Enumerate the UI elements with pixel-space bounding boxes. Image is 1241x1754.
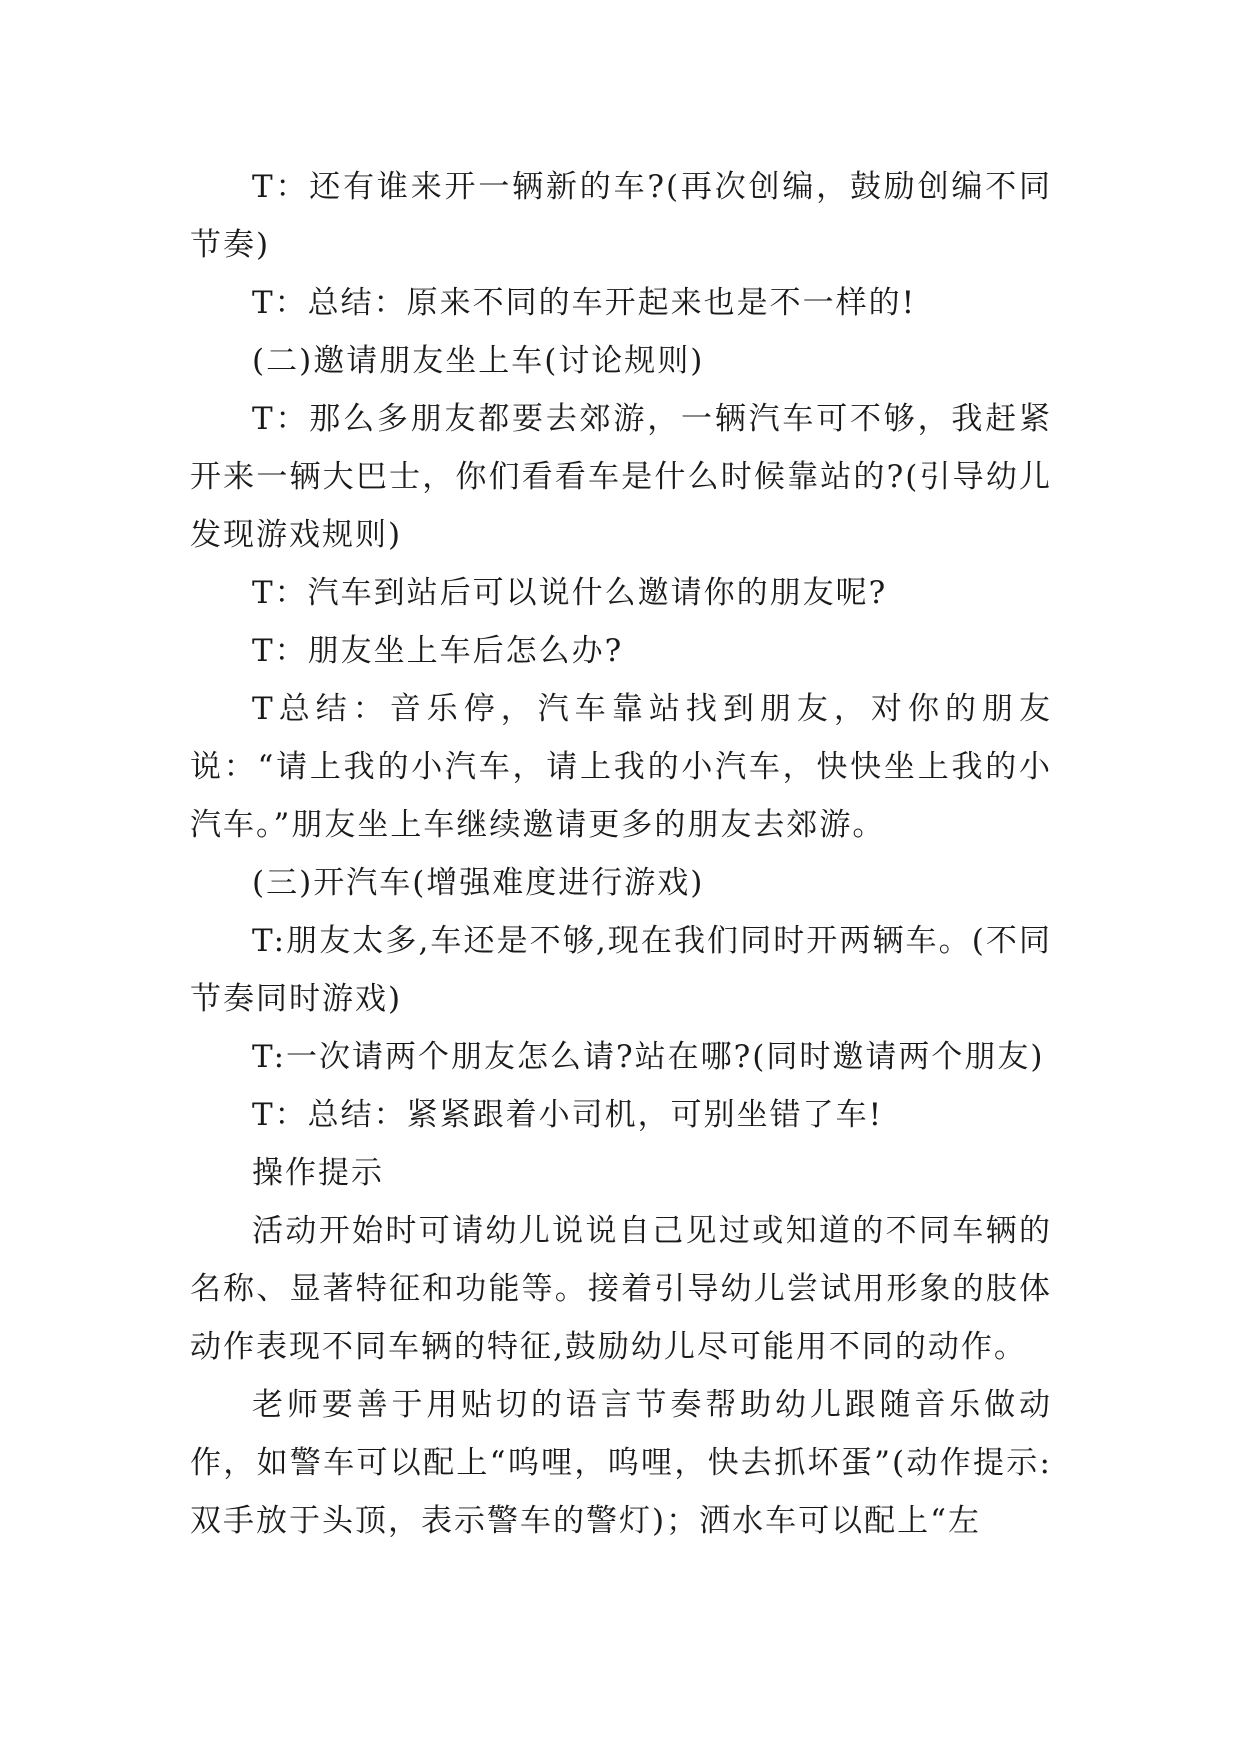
paragraph: T:一次请两个朋友怎么请?站在哪?(同时邀请两个朋友) xyxy=(252,1039,1045,1075)
paragraph: T:朋友太多,车还是不够,现在我们同时开两辆车。(不同节奏同时游戏) xyxy=(190,923,1052,1017)
paragraph: T：朋友坐上车后怎么办? xyxy=(252,633,624,669)
paragraph: T：那么多朋友都要去郊游，一辆汽车可不够，我赶紧开来一辆大巴士，你们看看车是什么时候靠站的?(引导幼儿发现游戏规则) xyxy=(190,401,1052,553)
paragraph: 老师要善于用贴切的语言节奏帮助幼儿跟随音乐做动作，如警车可以配上“呜哩，呜哩，快去抓坏蛋”(动作提示:双手放于头顶，表示警车的警灯)；洒水车可以配上“左 xyxy=(190,1387,1052,1539)
paragraph: T：总结：原来不同的车开起来也是不一样的! xyxy=(252,285,917,321)
section-heading: (三)开汽车(增强难度进行游戏) xyxy=(252,865,705,901)
paragraph: T：总结：紧紧跟着小司机，可别坐错了车! xyxy=(252,1097,884,1133)
paragraph: 活动开始时可请幼儿说说自己见过或知道的不同车辆的名称、显著特征和功能等。接着引导幼儿尝试用形象的肢体动作表现不同车辆的特征,鼓励幼儿尽可能用不同的动作。 xyxy=(190,1213,1052,1365)
paragraph: T总结：音乐停，汽车靠站找到朋友，对你的朋友说：“请上我的小汽车，请上我的小汽车，快快坐上我的小汽车。”朋友坐上车继续邀请更多的朋友去郊游。 xyxy=(190,691,1052,843)
section-heading: 操作提示 xyxy=(252,1155,384,1191)
section-heading: (二)邀请朋友坐上车(讨论规则) xyxy=(252,343,705,379)
paragraph: T：还有谁来开一辆新的车?(再次创编，鼓励创编不同节奏) xyxy=(190,169,1052,263)
paragraph: T：汽车到站后可以说什么邀请你的朋友呢? xyxy=(252,575,888,611)
document-body xyxy=(190,158,1052,1550)
